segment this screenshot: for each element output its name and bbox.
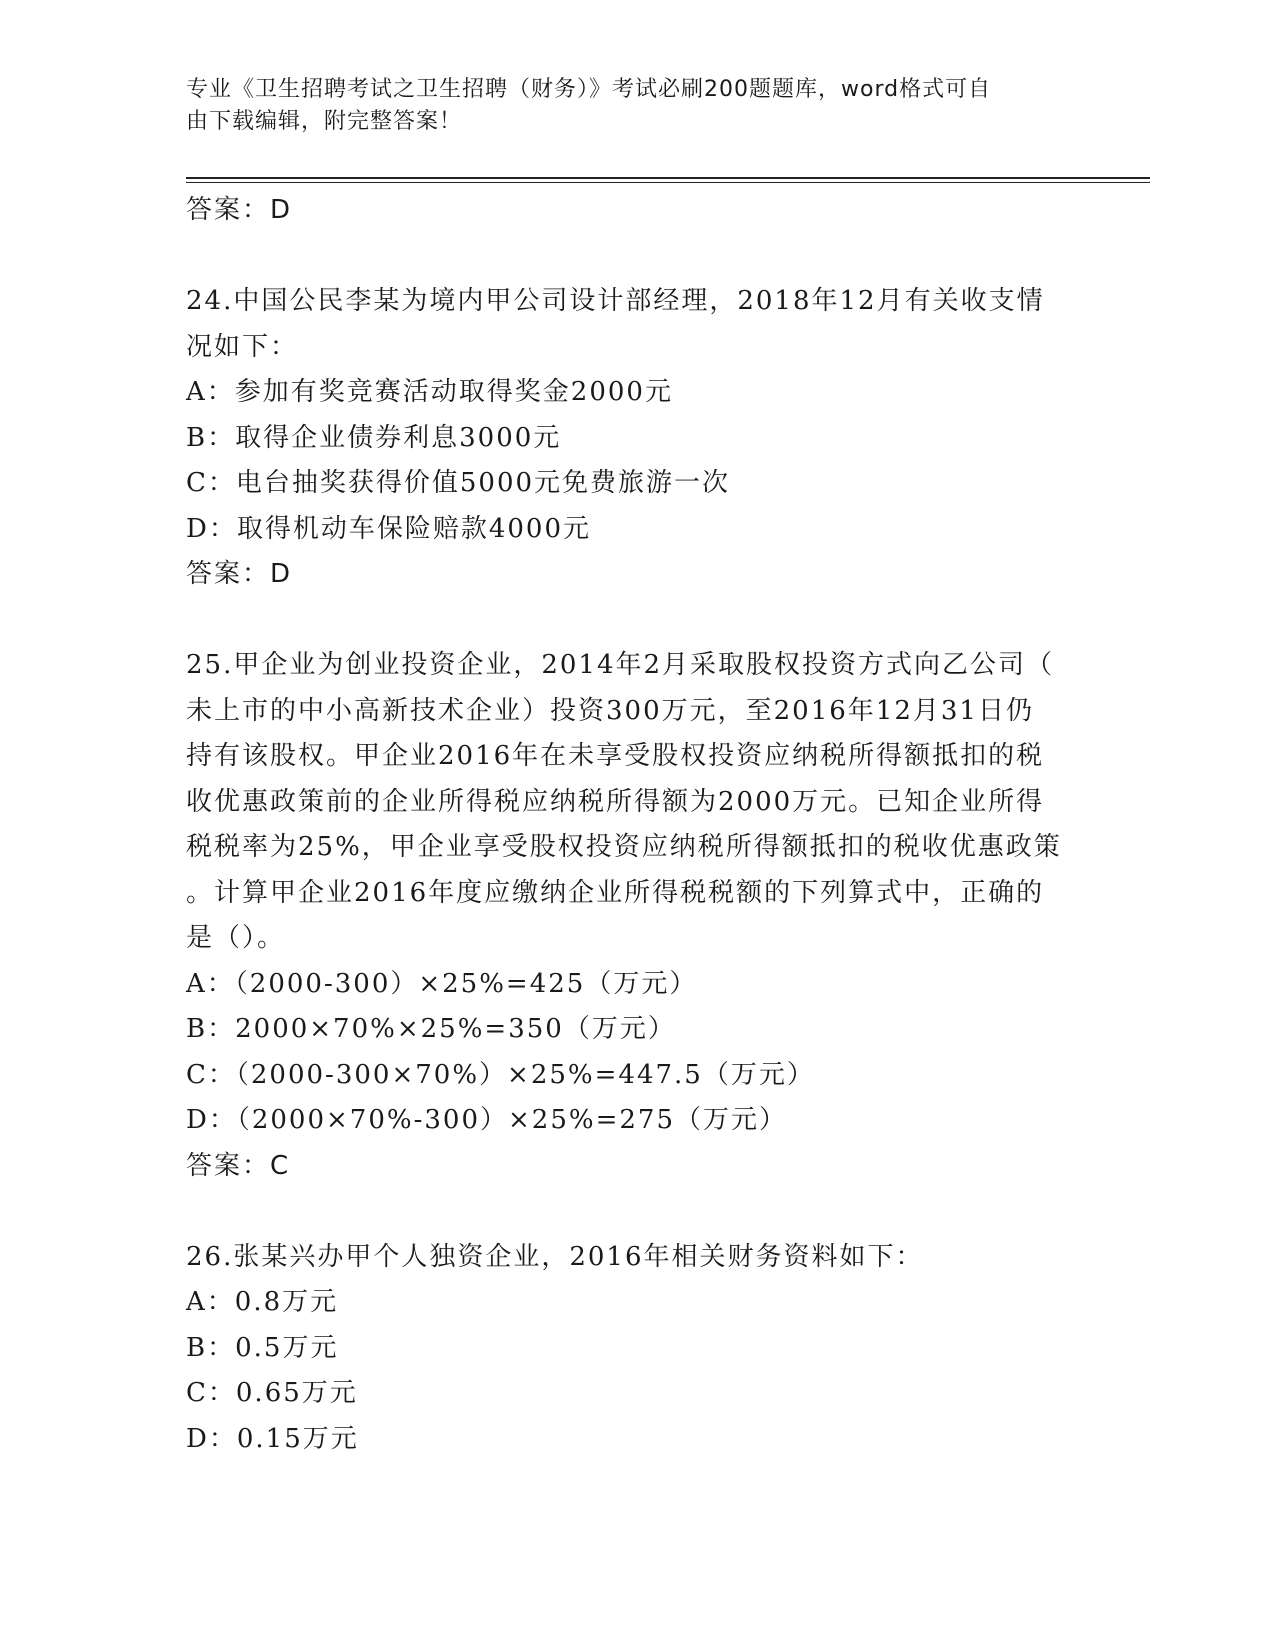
document-header: [186, 74, 1066, 138]
header-divider-thick: [186, 177, 1150, 179]
question-text-line: A：（2000-300）×25%=425（万元）: [186, 968, 698, 999]
paragraph-gap: [186, 1189, 1086, 1235]
header-line-1: 专业《卫生招聘考试之卫生招聘（财务）》考试必刷200题题库，word格式可自: [186, 77, 992, 102]
question-text-line: C：0.65万元: [186, 1378, 358, 1408]
answer-line: 答案：D: [186, 559, 293, 589]
question-text-line: D：0.15万元: [186, 1423, 359, 1454]
header-divider-thin: [186, 182, 1150, 183]
question-text-line: 26.张某兴办甲个人独资企业，2016年相关财务资料如下：: [186, 1241, 924, 1272]
question-text-line: D：取得机动车保险赔款4000元: [186, 513, 592, 544]
question-text-line: 持有该股权。甲企业2016年在未享受股权投资应纳税所得额抵扣的税: [186, 741, 1045, 771]
question-text-line: B：取得企业债券利息3000元: [186, 422, 562, 453]
question-text-line: C：（2000-300×70%）×25%=447.5（万元）: [186, 1059, 815, 1090]
question-text-line: 是（）。: [186, 923, 286, 953]
paragraph-gap: [186, 598, 1086, 644]
question-text-line: 税税率为25%，甲企业享受股权投资应纳税所得额抵扣的税收优惠政策: [186, 832, 1062, 862]
question-text-line: 收优惠政策前的企业所得税应纳税所得额为2000万元。已知企业所得: [186, 786, 1045, 817]
question-text-line: B：0.5万元: [186, 1332, 339, 1363]
question-text-line: D：（2000×70%-300）×25%=275（万元）: [186, 1105, 787, 1135]
paragraph-gap: [186, 234, 1086, 280]
question-text-line: A：参加有奖竞赛活动取得奖金2000元: [186, 377, 673, 407]
question-text-line: 25.甲企业为创业投资企业，2014年2月采取股权投资方式向乙公司（: [186, 650, 1055, 680]
question-text-line: B：2000×70%×25%=350（万元）: [186, 1014, 676, 1044]
question-text-line: C：电台抽奖获得价值5000元免费旅游一次: [186, 468, 731, 498]
answer-line: 答案：C: [186, 1150, 291, 1181]
answer-line: 答案：D: [186, 195, 293, 225]
header-line-2: 由下载编辑，附完整答案！: [186, 109, 463, 134]
question-text-line: 未上市的中小高新技术企业）投资300万元，至2016年12月31日仍: [186, 695, 1034, 726]
question-text-line: 况如下：: [186, 331, 299, 362]
document-body: [186, 188, 1086, 1462]
question-text-line: 24.中国公民李某为境内甲公司设计部经理，2018年12月有关收支情: [186, 286, 1045, 316]
question-text-line: A：0.8万元: [186, 1287, 339, 1317]
question-text-line: 。计算甲企业2016年度应缴纳企业所得税税额的下列算式中，正确的: [186, 877, 1045, 908]
